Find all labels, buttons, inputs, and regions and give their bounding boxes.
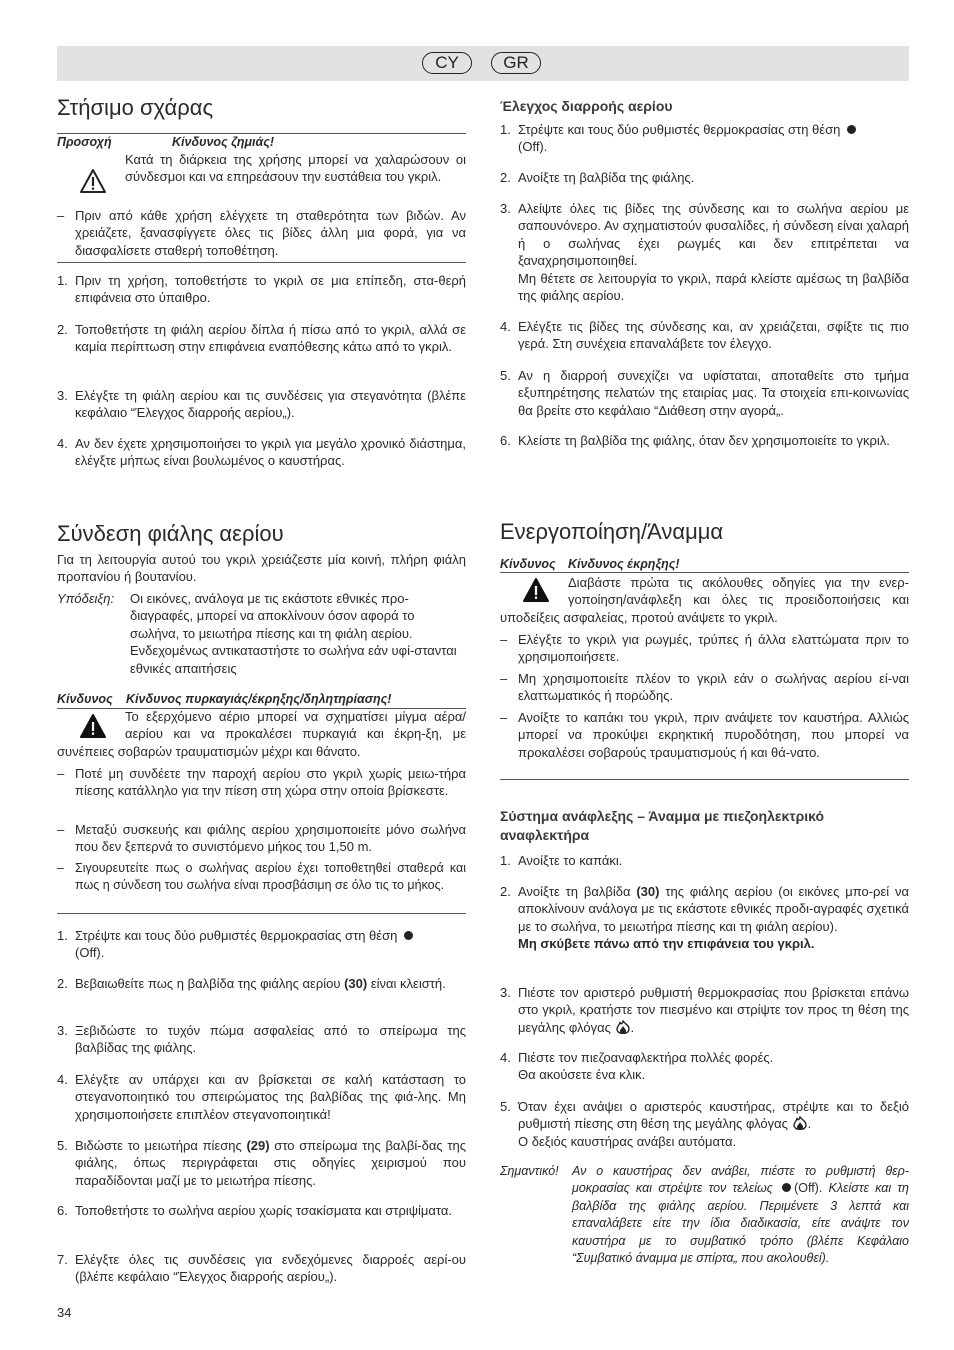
divider (57, 262, 466, 263)
piezo-title: Σύστημα ανάφλεξης – Άναμμα με πιεζοηλεκτρικό αναφλεκτήρα (500, 808, 825, 843)
off-dot-icon (782, 1183, 791, 1192)
leak-step-5: 5. Αν η διαρροή συνεχίζει να υφίσταται, αποταθείτε στο τμήμα εξυπηρέτησης πελατών της εταιρίας μας. Τα στοιχεία επι-κοινωνίας θα βρείτε στο κεφάλαιο “Διάθεση στην αγορά„. (500, 368, 909, 418)
gas-dash-1: – Ποτέ μη συνδέετε την παροχή αερίου στο γκριλ χωρίς μειω-τήρα πίεσης κατάλληλο για την πίεση στη χώρα στην οποία βρίσκεστε. (57, 766, 466, 799)
gas-step-6: 6. Τοποθετήστε το σωλήνα αερίου χωρίς τσακίσματα και στριψίματα. (57, 1203, 452, 1218)
caution-heading (57, 135, 275, 149)
gas-step-1: 1. Στρέψτε και τους δύο ρυθμιστές θερμοκρασίας στη θέση (Off). (57, 927, 466, 962)
off-dot-icon (404, 931, 413, 940)
gas-intro: Για τη λειτουργία αυτού του γκριλ χρειάζεστε μία κοινή, πλήρη φιάλη προπανίου ή βουτανίου. (57, 552, 466, 585)
piezo-step-1: 1. Ανοίξτε το καπάκι. (500, 853, 623, 868)
divider (500, 572, 909, 573)
danger-title: Κίνδυνος έκρηξης! (568, 557, 680, 571)
gas-dash-2: – Μεταξύ συσκευής και φιάλης αερίου χρησιμοποιείτε μόνο σωλήνα που δεν ξεπερνά το συνιστόμενο μήκος του 1,50 m. (57, 822, 466, 855)
important-label: Σημαντικό! (500, 1164, 559, 1178)
leak-step-6: 6. Κλείστε τη βαλβίδα της φιάλης, όταν δεν χρησιμοποιείτε το γκριλ. (500, 433, 890, 448)
setup-title: Στήσιμο σχάρας (57, 95, 214, 120)
piezo-step-5: 5. Όταν έχει ανάψει ο αριστερός καυστήρας, στρέψτε και το δεξιό ρυθμιστή πίεσης στη θέση της μεγάλης φλόγας . Ο δεξιός καυστήρας ανάβει αυτόματα. (500, 1099, 909, 1149)
ignition-dash-1: – Ελέγξτε το γκριλ για ρωγμές, τρύπες ή άλλα ελαττώματα πριν το χρησιμοποιήσετε. (500, 632, 909, 665)
leak-check-title: Έλεγχος διαρροής αερίου (500, 98, 673, 114)
gas-step-7: 7. Ελέγξτε όλες τις συνδέσεις για ενδεχόμενες διαρροές αερί-ου (βλέπε κεφάλαιο “Έλεγχος διαρροής αερίου„). (57, 1252, 466, 1285)
danger-label: Κίνδυνος (57, 692, 113, 706)
divider (57, 133, 466, 134)
piezo-step-3: 3. Πιέστε τον αριστερό ρυθμιστή θερμοκρασίας που βρίσκεται επάνω στο γκριλ, κρατήστε τον πιεσμένο και στρίψτε τον προς τη θέση της μεγάλης φλόγας . (500, 985, 909, 1035)
language-badge-gr: GR (491, 52, 541, 74)
leak-step-1: 1. Στρέψτε και τους δύο ρυθμιστές θερμοκρασίας στη θέση (Off). (500, 121, 909, 156)
gas-dash-3: – Σιγουρευτείτε πως ο σωλήνας αερίου έχει τοποθετηθεί σταθερά και πως η σύνδεση του σωλήνα είναι προσβάσιμη σε όλο τις το μήκος. (57, 861, 466, 893)
piezo-step-4: 4. Πιέστε τον πιεζοαναφλεκτήρα πολλές φορές. Θα ακούσετε ένα κλικ. (500, 1050, 774, 1083)
leak-step-4: 4. Ελέγξτε τις βίδες της σύνδεσης και, αν χρειάζεται, σφίξτε τις πιο γερά. Στη συνέχεια επαναλάβετε τον έλεγχο. (500, 319, 909, 352)
ignition-danger-text: Διαβάστε πρώτα τις ακόλουθες οδηγίες για την ενερ-γοποίηση/ανάφλεξη και όλες τις προειδοποιήσεις και υποδείξεις ασφαλείας, προτού ανάψετε το γκριλ. (500, 575, 909, 625)
language-header-bar (57, 46, 909, 81)
ignition-danger-heading (500, 557, 680, 571)
ignition-title: Ενεργοποίηση/Άναμμα (500, 519, 724, 544)
piezo-step-2: 2. Ανοίξτε τη βαλβίδα (30) της φιάλης αερίου (οι εικόνες μπο-ρεί να αποκλίνουν ανάλογα με τις εκάστοτε εθνικές προδι-αγραφές σχετικά με το σωλήνα, το μειωτήρα πίεσης και τη φιάλη αερίου). Μη σκύβετε πάνω από την επιφάνεια του γκριλ. (500, 884, 909, 952)
large-flame-icon (615, 1020, 631, 1034)
ignition-dash-2: – Μη χρησιμοποιείτε πλέον το γκριλ εάν ο σωλήνας αερίου εί-ναι ελαττωματικός ή πορώδης. (500, 671, 909, 704)
important-note: Σημαντικό! Αν ο καυστήρας δεν ανάβει, πιέστε το ρυθμιστή θερ-μοκρασίας και στρέψτε τον τελείως (Off). Κλείστε και τη βαλβίδα της φιάλης αερίου. Περιμένετε 3 λεπτά και επαναλάβετε είτε την ίδια διαδικασία, είτε ανάψτε τον καυστήρα με το συμβατικό τρόπο (βλέπε Κεφάλαιο “Συμβατικό άναμμα με σπίρτα„ που ακολουθεί). (500, 1164, 909, 1266)
divider (500, 779, 909, 780)
gas-step-3: 3. Ξεβιδώστε το τυχόν πώμα ασφαλείας από το σπείρωμα της βαλβίδας της φιάλης. (57, 1023, 466, 1056)
gas-step-4: 4. Ελέγξτε αν υπάρχει και αν βρίσκεται σε καλή κατάσταση το στεγανοποιητικό του σπειρώματος της βαλβίδας της φιά-λης. Μη χρησιμοποιήσετε επιπλέον στεγανοποιητικά! (57, 1072, 466, 1122)
danger-heading (57, 692, 392, 706)
divider (57, 913, 466, 914)
gas-hint (57, 590, 466, 677)
leak-step-3: 3. Αλείψτε όλες τις βίδες της σύνδεσης και το σωλήνα αερίου με σαπουνόνερο. Αν σχηματιστούν φυσαλίδες, ή σύνδεση είναι χαλαρή ή ο σωλήνας έχει ρωγμές και δεν επιτρέπεται να ξαναχρησιμοποιηθεί. Μη θέτετε σε λειτουργία το γκριλ, παρά κλείστε αμέσως τη βαλβίδα της φιάλης αερίου. (500, 201, 909, 304)
setup-step-1: 1. Πριν τη χρήση, τοποθετήστε το γκριλ σε μια επίπεδη, στα-θερή επιφάνεια στο ύπαιθρο. (57, 273, 466, 306)
setup-step-2: 2. Τοποθετήστε τη φιάλη αερίου δίπλα ή πίσω από το γκριλ, αλλά σε καμία περίπτωση στην επιφάνεια εναπόθεσης κάτω από το γκριλ. (57, 322, 466, 355)
gas-step-2: 2. Βεβαιωθείτε πως η βαλβίδα της φιάλης αερίου (30) είναι κλειστή. (57, 976, 446, 991)
gas-connection-title: Σύνδεση φιάλης αερίου (57, 521, 284, 546)
language-badge-cy: CY (422, 52, 472, 74)
hint-text: Οι εικόνες, ανάλογα με τις εκάστοτε εθνικές προ-διαγραφές, μπορεί να αποκλίνουν όσον αφορά το σωλήνα, το μειωτήρα πίεσης και τη φιάλη αερίου. Ενδεχομένως αντικαταστήστε το σωλήνα εάν υφί-στανται εθνικές απαιτήσεις (130, 591, 457, 676)
caution-label: Προσοχή (57, 135, 112, 149)
danger-label: Κίνδυνος (500, 557, 556, 571)
off-dot-icon (847, 125, 856, 134)
leak-step-2: 2. Ανοίξτε τη βαλβίδα της φιάλης. (500, 170, 695, 185)
hint-label: Υπόδειξη: (57, 591, 115, 606)
caution-text: Κατά τη διάρκεια της χρήσης μπορεί να χαλαρώσουν οι σύνδεσμοι και να επηρεάσουν την ευστάθεια του γκριλ. (125, 152, 466, 185)
setup-step-4: 4. Αν δεν έχετε χρησιμοποιήσει το γκριλ για μεγάλο χρονικό διάστημα, ελέγξτε μήπως είναι βουλωμένος ο καυστήρας. (57, 436, 466, 469)
gas-step-5: 5. Βιδώστε το μειωτήρα πίεσης (29) στο σπείρωμα της βαλβί-δας της φιάλης, όπως περιγράφεται στις οδηγίες χειρισμού που παραδίδονται μαζί με το μειωτήρα πίεσης. (57, 1138, 466, 1188)
caution-title: Κίνδυνος ζημιάς! (172, 135, 275, 149)
setup-step-3: 3. Ελέγξτε τη φιάλη αερίου και τις συνδέσεις για στεγανότητα (βλέπε κεφάλαιο “Έλεγχος διαρροής αερίου„). (57, 388, 466, 421)
danger-text: Το εξερχόμενο αέριο μπορεί να σχηματίσει μίγμα αέρα/αερίου και να προκαλέσει πυρκαγιά και έκρη-ξη, με συνέπειες σοβαρών τραυματισμών μέχρι και θάνατο. (57, 709, 466, 759)
large-flame-icon (792, 1116, 808, 1130)
page-number: 34 (57, 1305, 72, 1320)
setup-dash-item: – Πριν από κάθε χρήση ελέγχετε τη σταθερότητα των βιδών. Αν χρειάζετε, ξανασφίγγετε όλες τις βίδες άλλη μια φορά, για να διασφαλίσετε σταθερή τοποθέτηση. (57, 208, 466, 258)
danger-title: Κίνδυνος πυρκαγιάς/έκρηξης/δηλητηρίασης! (126, 692, 392, 706)
ignition-dash-3: – Ανοίξτε το καπάκι του γκριλ, πριν ανάψετε τον καυστήρα. Αλλιώς μπορεί να προκύψει εκρηκτική πυροδότηση, που μπορεί να προκαλέσει σοβαρούς τραυματισμούς ή και θά-νατο. (500, 710, 909, 760)
